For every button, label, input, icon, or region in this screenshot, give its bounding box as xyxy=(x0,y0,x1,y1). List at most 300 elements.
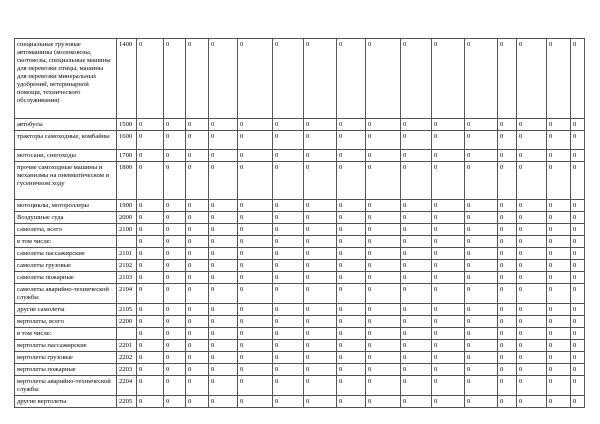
value-cell: 0 xyxy=(209,376,238,396)
value-cell: 0 xyxy=(498,376,517,396)
value-cell: 0 xyxy=(186,236,209,248)
value-cell: 0 xyxy=(164,150,186,162)
value-cell: 0 xyxy=(273,328,304,340)
row-name-cell: тракторы самоходные, комбайны xyxy=(15,131,117,150)
value-cell: 0 xyxy=(465,39,498,119)
value-cell: 0 xyxy=(401,352,432,364)
value-cell: 0 xyxy=(547,340,571,352)
value-cell: 0 xyxy=(498,224,517,236)
row-code-cell: 2205 xyxy=(117,396,137,408)
value-cell: 0 xyxy=(401,396,432,408)
value-cell: 0 xyxy=(337,284,366,304)
value-cell: 0 xyxy=(209,352,238,364)
value-cell: 0 xyxy=(517,236,547,248)
value-cell: 0 xyxy=(337,352,366,364)
value-cell: 0 xyxy=(137,316,164,328)
value-cell: 0 xyxy=(517,224,547,236)
value-cell: 0 xyxy=(366,39,401,119)
value-cell: 0 xyxy=(137,224,164,236)
value-cell: 0 xyxy=(137,119,164,131)
value-cell: 0 xyxy=(186,396,209,408)
value-cell: 0 xyxy=(304,248,337,260)
value-cell: 0 xyxy=(465,162,498,200)
value-cell: 0 xyxy=(304,328,337,340)
row-name-cell: вертолеты, всего xyxy=(15,316,117,328)
value-cell: 0 xyxy=(137,212,164,224)
value-cell: 0 xyxy=(164,236,186,248)
value-cell: 0 xyxy=(304,260,337,272)
value-cell: 0 xyxy=(137,364,164,376)
value-cell: 0 xyxy=(238,396,273,408)
value-cell: 0 xyxy=(547,248,571,260)
value-cell: 0 xyxy=(209,284,238,304)
value-cell: 0 xyxy=(465,224,498,236)
value-cell: 0 xyxy=(571,272,585,284)
value-cell: 0 xyxy=(432,376,465,396)
value-cell: 0 xyxy=(498,162,517,200)
value-cell: 0 xyxy=(366,396,401,408)
value-cell: 0 xyxy=(238,162,273,200)
value-cell: 0 xyxy=(401,272,432,284)
value-cell: 0 xyxy=(465,150,498,162)
row-code-cell: 2100 xyxy=(117,224,137,236)
value-cell: 0 xyxy=(164,340,186,352)
value-cell: 0 xyxy=(498,340,517,352)
value-cell: 0 xyxy=(366,304,401,316)
row-code-cell: 1400 xyxy=(117,39,137,119)
value-cell: 0 xyxy=(238,39,273,119)
value-cell: 0 xyxy=(137,131,164,150)
value-cell: 0 xyxy=(337,316,366,328)
value-cell: 0 xyxy=(547,200,571,212)
value-cell: 0 xyxy=(571,224,585,236)
value-cell: 0 xyxy=(571,340,585,352)
value-cell: 0 xyxy=(186,316,209,328)
value-cell: 0 xyxy=(337,162,366,200)
value-cell: 0 xyxy=(273,200,304,212)
row-name-cell: автобусы xyxy=(15,119,117,131)
value-cell: 0 xyxy=(571,236,585,248)
value-cell: 0 xyxy=(186,340,209,352)
value-cell: 0 xyxy=(273,248,304,260)
table-row xyxy=(15,236,585,248)
value-cell: 0 xyxy=(273,236,304,248)
value-cell: 0 xyxy=(432,131,465,150)
value-cell: 0 xyxy=(401,224,432,236)
value-cell: 0 xyxy=(337,224,366,236)
value-cell: 0 xyxy=(517,212,547,224)
row-code-cell: 1800 xyxy=(117,162,137,200)
value-cell: 0 xyxy=(517,316,547,328)
value-cell: 0 xyxy=(517,340,547,352)
row-code-cell xyxy=(117,328,137,340)
value-cell: 0 xyxy=(337,131,366,150)
value-cell: 0 xyxy=(164,352,186,364)
value-cell: 0 xyxy=(571,200,585,212)
value-cell: 0 xyxy=(209,236,238,248)
value-cell: 0 xyxy=(304,284,337,304)
value-cell: 0 xyxy=(432,352,465,364)
value-cell: 0 xyxy=(571,352,585,364)
value-cell: 0 xyxy=(209,272,238,284)
value-cell: 0 xyxy=(273,260,304,272)
value-cell: 0 xyxy=(465,316,498,328)
value-cell: 0 xyxy=(337,39,366,119)
value-cell: 0 xyxy=(337,396,366,408)
value-cell: 0 xyxy=(304,162,337,200)
value-cell: 0 xyxy=(432,316,465,328)
value-cell: 0 xyxy=(164,162,186,200)
value-cell: 0 xyxy=(366,352,401,364)
value-cell: 0 xyxy=(238,131,273,150)
value-cell: 0 xyxy=(432,364,465,376)
value-cell: 0 xyxy=(238,316,273,328)
value-cell: 0 xyxy=(517,352,547,364)
value-cell: 0 xyxy=(304,304,337,316)
value-cell: 0 xyxy=(366,119,401,131)
value-cell: 0 xyxy=(366,200,401,212)
value-cell: 0 xyxy=(209,200,238,212)
value-cell: 0 xyxy=(571,376,585,396)
table-row xyxy=(15,272,585,284)
table-row xyxy=(15,340,585,352)
value-cell: 0 xyxy=(547,304,571,316)
value-cell: 0 xyxy=(401,150,432,162)
value-cell: 0 xyxy=(209,224,238,236)
value-cell: 0 xyxy=(238,284,273,304)
value-cell: 0 xyxy=(465,340,498,352)
row-code-cell: 1700 xyxy=(117,150,137,162)
value-cell: 0 xyxy=(186,328,209,340)
row-code-cell: 2104 xyxy=(117,284,137,304)
value-cell: 0 xyxy=(366,328,401,340)
row-name-cell: вертолеты аварийно-технической службы xyxy=(15,376,117,396)
value-cell: 0 xyxy=(164,248,186,260)
value-cell: 0 xyxy=(164,376,186,396)
value-cell: 0 xyxy=(366,364,401,376)
table-row xyxy=(15,248,585,260)
value-cell: 0 xyxy=(366,150,401,162)
value-cell: 0 xyxy=(571,248,585,260)
value-cell: 0 xyxy=(337,272,366,284)
value-cell: 0 xyxy=(137,284,164,304)
value-cell: 0 xyxy=(401,212,432,224)
value-cell: 0 xyxy=(164,200,186,212)
value-cell: 0 xyxy=(498,200,517,212)
value-cell: 0 xyxy=(366,316,401,328)
value-cell: 0 xyxy=(547,162,571,200)
value-cell: 0 xyxy=(304,272,337,284)
value-cell: 0 xyxy=(498,150,517,162)
row-name-cell: вертолеты пассажирские xyxy=(15,340,117,352)
value-cell: 0 xyxy=(164,212,186,224)
value-cell: 0 xyxy=(517,376,547,396)
value-cell: 0 xyxy=(337,260,366,272)
value-cell: 0 xyxy=(547,352,571,364)
value-cell: 0 xyxy=(337,150,366,162)
value-cell: 0 xyxy=(432,39,465,119)
value-cell: 0 xyxy=(432,212,465,224)
value-cell: 0 xyxy=(432,260,465,272)
value-cell: 0 xyxy=(465,200,498,212)
value-cell: 0 xyxy=(304,364,337,376)
table-row xyxy=(15,396,585,408)
value-cell: 0 xyxy=(547,119,571,131)
value-cell: 0 xyxy=(366,260,401,272)
value-cell: 0 xyxy=(337,212,366,224)
value-cell: 0 xyxy=(498,260,517,272)
table-row xyxy=(15,212,585,224)
value-cell: 0 xyxy=(571,119,585,131)
value-cell: 0 xyxy=(498,212,517,224)
value-cell: 0 xyxy=(571,316,585,328)
table-row xyxy=(15,200,585,212)
value-cell: 0 xyxy=(337,376,366,396)
row-name-cell: самолеты, всего xyxy=(15,224,117,236)
value-cell: 0 xyxy=(547,364,571,376)
row-code-cell xyxy=(117,236,137,248)
value-cell: 0 xyxy=(273,396,304,408)
value-cell: 0 xyxy=(547,150,571,162)
value-cell: 0 xyxy=(465,304,498,316)
value-cell: 0 xyxy=(571,212,585,224)
value-cell: 0 xyxy=(401,200,432,212)
value-cell: 0 xyxy=(547,131,571,150)
value-cell: 0 xyxy=(571,150,585,162)
value-cell: 0 xyxy=(238,236,273,248)
value-cell: 0 xyxy=(401,248,432,260)
value-cell: 0 xyxy=(465,260,498,272)
value-cell: 0 xyxy=(465,236,498,248)
value-cell: 0 xyxy=(571,328,585,340)
table-row xyxy=(15,364,585,376)
value-cell: 0 xyxy=(238,340,273,352)
value-cell: 0 xyxy=(209,340,238,352)
value-cell: 0 xyxy=(164,316,186,328)
value-cell: 0 xyxy=(432,150,465,162)
row-code-cell: 1900 xyxy=(117,200,137,212)
table-row xyxy=(15,328,585,340)
value-cell: 0 xyxy=(238,260,273,272)
value-cell: 0 xyxy=(366,131,401,150)
value-cell: 0 xyxy=(273,304,304,316)
value-cell: 0 xyxy=(164,131,186,150)
value-cell: 0 xyxy=(401,328,432,340)
value-cell: 0 xyxy=(337,248,366,260)
value-cell: 0 xyxy=(432,162,465,200)
row-name-cell: Воздушные суда xyxy=(15,212,117,224)
value-cell: 0 xyxy=(186,131,209,150)
value-cell: 0 xyxy=(238,272,273,284)
value-cell: 0 xyxy=(366,284,401,304)
value-cell: 0 xyxy=(164,396,186,408)
value-cell: 0 xyxy=(186,284,209,304)
value-cell: 0 xyxy=(401,39,432,119)
value-cell: 0 xyxy=(238,212,273,224)
value-cell: 0 xyxy=(209,248,238,260)
value-cell: 0 xyxy=(304,212,337,224)
value-cell: 0 xyxy=(209,150,238,162)
row-code-cell: 2102 xyxy=(117,260,137,272)
row-name-cell: мотосани, снегоходы xyxy=(15,150,117,162)
value-cell: 0 xyxy=(517,131,547,150)
value-cell: 0 xyxy=(186,352,209,364)
value-cell: 0 xyxy=(137,272,164,284)
value-cell: 0 xyxy=(401,304,432,316)
value-cell: 0 xyxy=(547,236,571,248)
value-cell: 0 xyxy=(465,396,498,408)
value-cell: 0 xyxy=(164,284,186,304)
value-cell: 0 xyxy=(498,284,517,304)
value-cell: 0 xyxy=(209,316,238,328)
table-row xyxy=(15,224,585,236)
value-cell: 0 xyxy=(366,212,401,224)
value-cell: 0 xyxy=(304,119,337,131)
value-cell: 0 xyxy=(186,272,209,284)
row-name-cell: самолеты пожарные xyxy=(15,272,117,284)
value-cell: 0 xyxy=(304,236,337,248)
value-cell: 0 xyxy=(571,284,585,304)
value-cell: 0 xyxy=(547,272,571,284)
value-cell: 0 xyxy=(517,328,547,340)
value-cell: 0 xyxy=(209,328,238,340)
row-name-cell: самолеты грузовые xyxy=(15,260,117,272)
value-cell: 0 xyxy=(164,364,186,376)
value-cell: 0 xyxy=(137,376,164,396)
value-cell: 0 xyxy=(186,162,209,200)
table-row xyxy=(15,131,585,150)
value-cell: 0 xyxy=(304,224,337,236)
value-cell: 0 xyxy=(498,119,517,131)
value-cell: 0 xyxy=(366,236,401,248)
value-cell: 0 xyxy=(547,396,571,408)
row-code-cell: 2204 xyxy=(117,376,137,396)
value-cell: 0 xyxy=(137,260,164,272)
value-cell: 0 xyxy=(401,340,432,352)
value-cell: 0 xyxy=(517,272,547,284)
value-cell: 0 xyxy=(137,150,164,162)
value-cell: 0 xyxy=(465,364,498,376)
value-cell: 0 xyxy=(432,340,465,352)
value-cell: 0 xyxy=(209,364,238,376)
value-cell: 0 xyxy=(465,212,498,224)
value-cell: 0 xyxy=(304,396,337,408)
value-cell: 0 xyxy=(432,248,465,260)
value-cell: 0 xyxy=(209,304,238,316)
value-cell: 0 xyxy=(432,272,465,284)
value-cell: 0 xyxy=(337,236,366,248)
value-cell: 0 xyxy=(304,376,337,396)
value-cell: 0 xyxy=(498,236,517,248)
value-cell: 0 xyxy=(186,150,209,162)
value-cell: 0 xyxy=(209,131,238,150)
value-cell: 0 xyxy=(571,364,585,376)
value-cell: 0 xyxy=(186,119,209,131)
row-name-cell: самолеты аварийно-технической службы xyxy=(15,284,117,304)
value-cell: 0 xyxy=(137,396,164,408)
value-cell: 0 xyxy=(432,304,465,316)
row-code-cell: 1600 xyxy=(117,131,137,150)
table-row xyxy=(15,162,585,200)
value-cell: 0 xyxy=(517,364,547,376)
value-cell: 0 xyxy=(547,328,571,340)
value-cell: 0 xyxy=(498,316,517,328)
value-cell: 0 xyxy=(517,248,547,260)
value-cell: 0 xyxy=(498,131,517,150)
table-row xyxy=(15,284,585,304)
value-cell: 0 xyxy=(401,260,432,272)
value-cell: 0 xyxy=(432,224,465,236)
value-cell: 0 xyxy=(337,364,366,376)
value-cell: 0 xyxy=(164,260,186,272)
value-cell: 0 xyxy=(366,340,401,352)
value-cell: 0 xyxy=(164,224,186,236)
value-cell: 0 xyxy=(401,236,432,248)
row-name-cell: прочие самоходные машины и механизмы на пневматическом и гусеничном ходу xyxy=(15,162,117,200)
value-cell: 0 xyxy=(465,248,498,260)
value-cell: 0 xyxy=(432,284,465,304)
value-cell: 0 xyxy=(498,39,517,119)
row-code-cell: 2200 xyxy=(117,316,137,328)
value-cell: 0 xyxy=(137,39,164,119)
value-cell: 0 xyxy=(186,212,209,224)
row-code-cell: 1500 xyxy=(117,119,137,131)
value-cell: 0 xyxy=(209,260,238,272)
row-code-cell: 2105 xyxy=(117,304,137,316)
value-cell: 0 xyxy=(465,328,498,340)
value-cell: 0 xyxy=(273,352,304,364)
value-cell: 0 xyxy=(547,316,571,328)
value-cell: 0 xyxy=(366,224,401,236)
value-cell: 0 xyxy=(186,200,209,212)
value-cell: 0 xyxy=(273,119,304,131)
table-row xyxy=(15,352,585,364)
value-cell: 0 xyxy=(547,260,571,272)
value-cell: 0 xyxy=(273,272,304,284)
value-cell: 0 xyxy=(498,272,517,284)
value-cell: 0 xyxy=(186,260,209,272)
value-cell: 0 xyxy=(137,328,164,340)
table-row xyxy=(15,119,585,131)
value-cell: 0 xyxy=(547,376,571,396)
table-row xyxy=(15,304,585,316)
value-cell: 0 xyxy=(273,284,304,304)
value-cell: 0 xyxy=(401,162,432,200)
value-cell: 0 xyxy=(498,396,517,408)
value-cell: 0 xyxy=(498,304,517,316)
value-cell: 0 xyxy=(547,284,571,304)
value-cell: 0 xyxy=(337,328,366,340)
value-cell: 0 xyxy=(337,304,366,316)
value-cell: 0 xyxy=(571,396,585,408)
value-cell: 0 xyxy=(186,364,209,376)
row-name-cell: вертолеты пожарные xyxy=(15,364,117,376)
value-cell: 0 xyxy=(186,224,209,236)
value-cell: 0 xyxy=(273,39,304,119)
value-cell: 0 xyxy=(304,200,337,212)
row-name-cell: самолеты пассажирские xyxy=(15,248,117,260)
value-cell: 0 xyxy=(273,150,304,162)
value-cell: 0 xyxy=(164,119,186,131)
value-cell: 0 xyxy=(273,340,304,352)
value-cell: 0 xyxy=(366,376,401,396)
value-cell: 0 xyxy=(238,364,273,376)
value-cell: 0 xyxy=(401,316,432,328)
value-cell: 0 xyxy=(571,131,585,150)
value-cell: 0 xyxy=(137,352,164,364)
value-cell: 0 xyxy=(238,328,273,340)
value-cell: 0 xyxy=(337,200,366,212)
